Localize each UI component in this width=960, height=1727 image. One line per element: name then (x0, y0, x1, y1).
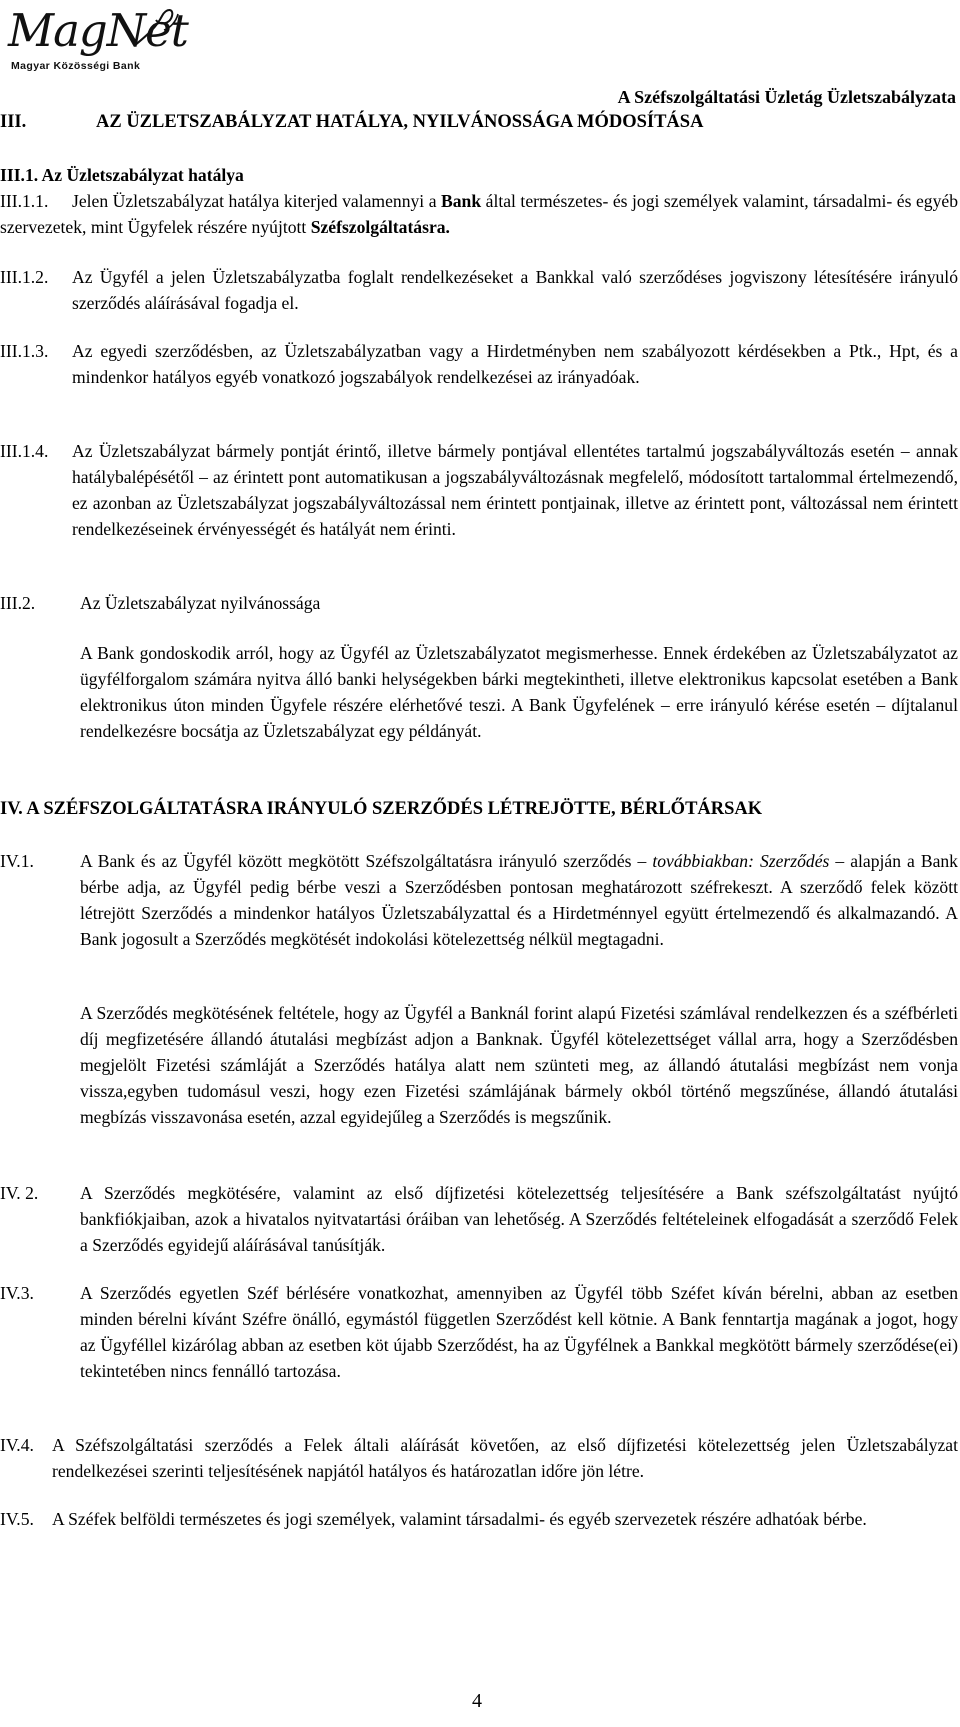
paragraph-text: Az egyedi szerződésben, az Üzletszabályzatban vagy a Hirdetményben nem szabályozott kérdésekben a Ptk., Hpt, és a mindenkor hatályos egyéb vonatkozó jogszabályok rendelkezései az irányadóak. (72, 341, 958, 387)
paragraph-text: A Szerződés megkötésére, valamint az első díjfizetési kötelezettség teljesítésére a Bank széfszolgáltatást nyújtó bankfiókjaiban, azok a hivatalos nyitvatartási óráiban van lehetőség. A Szerződés feltételeinek elfogadását a szerződő Felek a Szerződés egyidejű aláírásával tanúsítják. (80, 1183, 958, 1255)
paragraph-3-2 (0, 640, 958, 744)
paragraph-3-2-heading (0, 590, 958, 616)
section-3-number: III. (0, 112, 27, 132)
paragraph-number: IV.3. (0, 1283, 34, 1303)
paragraph-text: A Bank gondoskodik arról, hogy az Ügyfél az Üzletszabályzatot megismerhesse. Ennek érdekében az Üzletszabályzatot az ügyfélforgalom számára nyitva álló banki helységekben bárki megtekintheti, illetve elektronikus kapcsolat esetében a Bank elektronikus úton minden Ügyfele részére elérhetővé teszi. A Bank Ügyfelének – erre irányuló kérése esetén – díjtalanul rendelkezésre bocsátja az Üzletszabályzat egy példányát. (80, 643, 958, 741)
section-4-title: IV. A SZÉFSZOLGÁLTATÁSRA IRÁNYULÓ SZERZŐDÉS LÉTREJÖTTE, BÉRLŐTÁRSAK (0, 799, 763, 819)
paragraph-4-1 (0, 848, 958, 952)
subsection-3-2-title: Az Üzletszabályzat nyilvánossága (80, 593, 321, 613)
magnet-logo (8, 4, 188, 86)
paragraph-text: Az Üzletszabályzat bármely pontját érintő, illetve bármely pontjával ellentétes tartalmú jogszabályváltozás esetén – annak hatálybalépésétől – az érintett pont automatikusan a jogszabályváltozásnak megfelelő, módosított tartalommal értelmezendő, ez azonban az Üzletszabályzat jogszabályváltozással nem érintett pontjainak, illetve az érintett pont, változással nem érintett rendelkezéseinek érvényességét és hatályát nem érinti. (72, 441, 958, 539)
italic-term: továbbiakban: Szerződés (652, 851, 830, 871)
paragraph-4-3 (0, 1280, 958, 1384)
paragraph-text: A Széfszolgáltatási szerződés a Felek általi aláírását követően, az első díjfizetési kötelezettség jelen Üzletszabályzat rendelkezései szerinti teljesítésének napjától hatályos és határozatlan időre jön létre. (52, 1435, 958, 1481)
paragraph-4-4 (0, 1432, 958, 1484)
paragraph-text: A Szerződés megkötésének feltétele, hogy az Ügyfél a Banknál forint alapú Fizetési számlával rendelkezzen és a széfbérleti díj megfizetésére állandó átutalási megbízást adjon a Banknak. Ügyfél kötelezettséget vállal arra, hogy a Szerződésben megjelölt Fizetési számláját a Szerződés hatálya alatt nem szünteti meg, az állandó átutalási megbízást nem vonja vissza,egyben tudomásul veszi, hogy ezen Fizetési számlájának bármely okból történő megszűnése, állandó átutalási megbízás visszavonása esetén, azzal egyidejűleg a Szerződés is megszűnik. (80, 1003, 958, 1127)
paragraph-number: III.2. (0, 593, 36, 613)
paragraph-text: által természetes- és jogi személyek valamint, társadalmi- és egyéb szervezetek, mint Ügyfelek részére nyújtott (0, 191, 958, 237)
paragraph-text: A Bank és az Ügyfél között megkötött Széfszolgáltatásra irányuló szerződés – (80, 851, 653, 871)
paragraph-4-1-continued (0, 1000, 958, 1130)
page-number: 4 (472, 1690, 482, 1712)
paragraph-number: IV. 2. (0, 1183, 39, 1203)
paragraph-3-1-3 (0, 338, 958, 390)
running-header: A Széfszolgáltatási Üzletág Üzletszabályzata (617, 87, 956, 107)
paragraph-text: A Széfek belföldi természetes és jogi személyek, valamint társadalmi- és egyéb szervezetek részére adhatóak bérbe. (52, 1509, 867, 1529)
paragraph-number: III.1.3. (0, 341, 49, 361)
subsection-3-1-title: III.1. Az Üzletszabályzat hatálya (0, 165, 244, 185)
paragraph-text: A Szerződés egyetlen Széf bérlésére vonatkozhat, amennyiben az Ügyfél több Széfet kíván bérelni, abban az esetben minden bérelni kívánt Széfre önálló, egymástól független Szerződést kell kötnie. A Bank fenntartja magának a jogot, hogy az Ügyféllel kizárólag abban az esetben köt újabb Szerződést, ha az Ügyfélnek a Bankkal megkötött bármely szerződése(ei) tekintetében nincs fennálló tartozása. (80, 1283, 958, 1381)
paragraph-3-1-2 (0, 264, 958, 316)
paragraph-number: IV.1. (0, 851, 34, 871)
paragraph-3-1-1 (0, 188, 958, 240)
paragraph-text: Az Ügyfél a jelen Üzletszabályzatba foglalt rendelkezéseket a Bankkal való szerződéses jogviszony létesítésére irányuló szerződés aláírásával fogadja el. (72, 267, 958, 313)
paragraph-number: IV.5. (0, 1509, 34, 1529)
paragraph-text: – alapján a Bank bérbe adja, az Ügyfél pedig bérbe veszi a Szerződésben pontosan meghatározott széfrekeszt. A szerződő felek között létrejött Szerződés a mindenkor hatályos Üzletszabályzattal és a Hirdetménnyel együtt értelmezendő és alkalmazandó. A Bank jogosult a Szerződés megkötését indokolási kötelezettség nélkül megtagadni. (80, 851, 958, 949)
paragraph-text: Jelen Üzletszabályzat hatálya kiterjed valamennyi a (72, 191, 442, 211)
bold-term: Széfszolgáltatásra. (310, 217, 450, 237)
paragraph-number: III.1.2. (0, 267, 49, 287)
logo-subtitle: Magyar Közösségi Bank (11, 60, 141, 72)
paragraph-number: III.1.4. (0, 441, 49, 461)
logo-wordmark: MagNet (8, 4, 188, 57)
paragraph-number: IV.4. (0, 1435, 34, 1455)
paragraph-number: III.1.1. (0, 191, 49, 211)
paragraph-3-1-4 (0, 438, 958, 542)
paragraph-4-5 (0, 1506, 958, 1532)
section-3-title: AZ ÜZLETSZABÁLYZAT HATÁLYA, NYILVÁNOSSÁGA MÓDOSÍTÁSA (96, 112, 704, 132)
paragraph-4-2 (0, 1180, 958, 1258)
bold-term: Bank (441, 191, 482, 211)
